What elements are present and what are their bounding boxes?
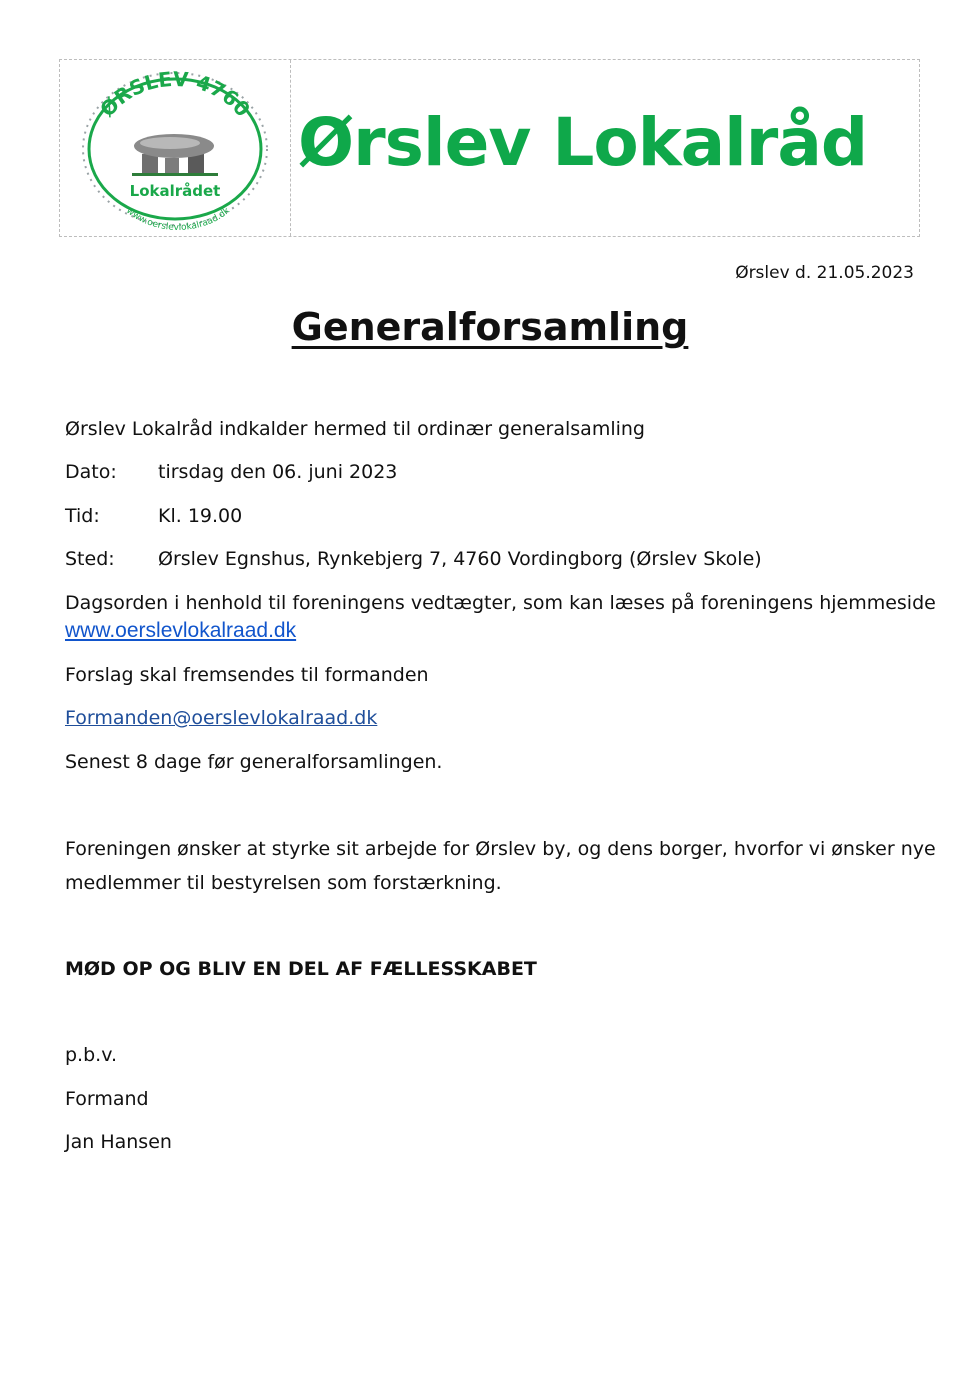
logo-top-text: ØRSLEV 4760 [94, 66, 256, 122]
agenda-text: Dagsorden i henhold til foreningens vedtægter, som kan læses på foreningens hjemmeside [65, 592, 936, 614]
date-line: Ørslev d. 21.05.2023 [735, 263, 914, 283]
logo-middle-text: Lokalrådet [129, 182, 221, 200]
email-link-row [65, 707, 377, 729]
lokalraad-logo [70, 66, 280, 232]
detail-value: Ørslev Egnshus, Rynkebjerg 7, 4760 Vordingborg (Ørslev Skole) [158, 548, 762, 570]
logo-cell [60, 60, 291, 236]
detail-value: tirsdag den 06. juni 2023 [158, 461, 398, 483]
detail-value: Kl. 19.00 [158, 505, 243, 527]
dolmen-icon [132, 134, 218, 176]
website-link-row [65, 619, 296, 643]
detail-row-time [65, 505, 242, 527]
svg-text:ØRSLEV 4760 [95, 67, 255, 122]
signature-pbv: p.b.v. [65, 1044, 118, 1066]
org-title: Ørslev Lokalråd [298, 104, 868, 181]
call-to-action: MØD OP OG BLIV EN DEL AF FÆLLESSKABET [65, 958, 537, 980]
website-link[interactable]: www.oerslevlokalraad.dk [65, 619, 297, 642]
detail-row-date [65, 461, 397, 483]
signature-role: Formand [65, 1088, 149, 1110]
detail-label: Tid: [65, 505, 100, 527]
email-link[interactable]: Formanden@oerslevlokalraad.dk [65, 707, 378, 729]
detail-label: Dato: [65, 461, 117, 483]
intro-text: Ørslev Lokalråd indkalder hermed til ordinær generalsamling [65, 418, 645, 440]
signature-name: Jan Hansen [65, 1131, 172, 1153]
page-title: Generalforsamling [291, 305, 689, 349]
detail-row-place [65, 548, 762, 570]
appeal-text-line1: Foreningen ønsker at styrke sit arbejde for Ørslev by, og dens borger, hvorfor vi ønsker nye [65, 838, 936, 860]
proposals-text: Forslag skal fremsendes til formanden [65, 664, 429, 686]
detail-label: Sted: [65, 548, 115, 570]
deadline-text: Senest 8 dage før generalforsamlingen. [65, 751, 443, 773]
appeal-text-line2: medlemmer til bestyrelsen som forstærkning. [65, 872, 502, 894]
logo-bottom-text: www.oerslevlokalraad.dk [124, 206, 232, 232]
